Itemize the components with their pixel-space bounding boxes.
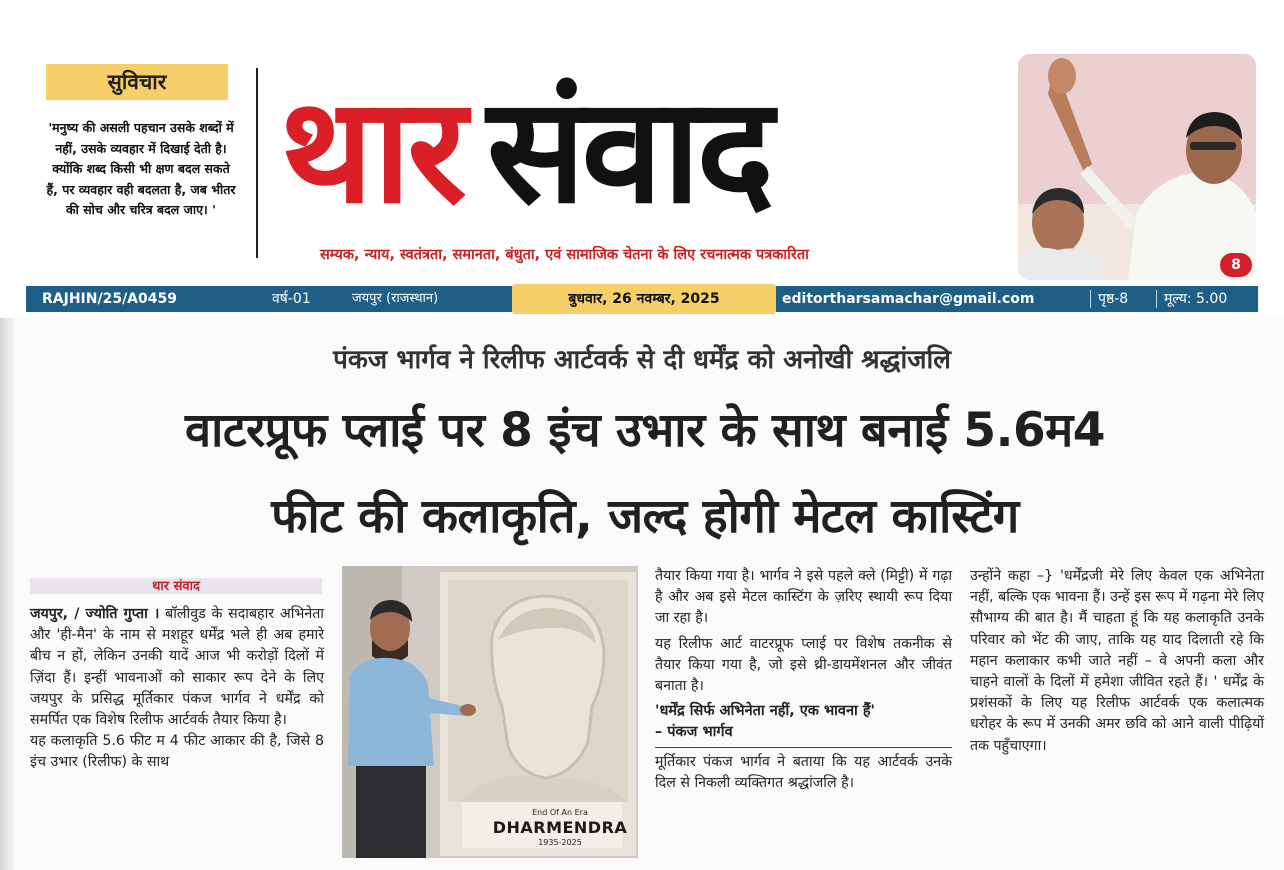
suvichar-text: 'मनुष्य की असली पहचान उसके शब्दों में नहीं, उसके व्यवहार में दिखाई देती है। क्योंकि शब्द किसी भी क्षण बदल सकते हैं, पर व्यवहार वही बदलता है, जब भीतर की सोच और चरित्र बदल जाए। ' <box>46 120 236 217</box>
article-paragraph <box>30 604 324 731</box>
article-column-1 <box>30 604 324 774</box>
artwork-caption-name: DHARMENDRA <box>492 818 628 837</box>
masthead-photo <box>1018 54 1256 280</box>
artwork-caption-years: 1935-2025 <box>538 838 582 847</box>
tagline: सम्यक, न्याय, स्वतंत्रता, समानता, बंधुता, एवं सामाजिक चेतना के लिए रचनात्मक पत्रकारिता <box>320 247 809 263</box>
page-count: पृष्ठ-8 <box>1098 291 1129 307</box>
editor-email: editortharsamachar@gmail.com <box>782 291 1035 307</box>
title-part-samvad: संवाद <box>486 66 771 236</box>
leaders-photo-illustration <box>1018 54 1256 280</box>
quote-heading: 'धर्मेंद्र सिर्फ अभिनेता नहीं, एक भावना हैं' <box>655 703 875 720</box>
artwork-photo <box>342 566 638 858</box>
article-column-2 <box>655 566 952 794</box>
title-part-thar: थार <box>280 66 463 236</box>
info-separator <box>1090 290 1091 308</box>
info-bar <box>26 286 1258 312</box>
page-fold-shadow <box>0 318 14 870</box>
masthead-divider <box>256 68 258 258</box>
article-paragraph: यह कलाकृति 5.6 फीट म 4 फीट आकार की है, जिसे 8 इंच उभार (रिलीफ) के साथ <box>30 733 324 771</box>
quote-attribution: – पंकज भार्गव <box>655 724 733 741</box>
publication-place: जयपुर (राजस्थान) <box>352 291 439 306</box>
dateline: जयपुर, / ज्योति गुप्ता । <box>30 606 160 622</box>
headline-line-2: फीट की कलाकृति, जल्द होगी मेटल कास्टिंग <box>271 489 1019 544</box>
story-kicker: पंकज भार्गव ने रिलीफ आर्टवर्क से दी धर्मेंद्र को अनोखी श्रद्धांजलि <box>333 345 951 375</box>
article-paragraph: मूर्तिकार पंकज भार्गव ने बताया कि यह आर्टवर्क उनके दिल से निकली व्यक्तिगत श्रद्धांजलि है। <box>655 753 952 791</box>
registration-number: RAJHIN/25/A0459 <box>42 291 177 307</box>
price: मूल्य: 5.00 <box>1164 291 1228 307</box>
artwork-caption-small: End Of An Era <box>532 808 588 817</box>
info-separator <box>1156 290 1157 308</box>
byline-brand: थार संवाद <box>152 579 200 594</box>
headline-line-1: वाटरप्रूफ प्लाई पर 8 इंच उभार के साथ बनाई 5.6म4 <box>185 403 1105 458</box>
publication-year: वर्ष-01 <box>272 291 311 307</box>
page-badge: 8 <box>1220 253 1252 277</box>
article-paragraph: उन्होंने कहा –} 'धर्मेंद्रजी मेरे लिए केवल एक अभिनेता नहीं, बल्कि एक भावना हैं। उन्हें इस रूप में गढ़ना मेरे लिए सौभाग्य की बात है। मैं चाहता हूं कि यह कलाकृति उनके परिवार को भेंट की जाए, ताकि यह याद दिलाती रहे कि महान कलाकार कभी जाते नहीं – वे अपनी कला और चाहने वालों के दिलों में हमेशा जीवित रहते हैं। ' धर्मेंद्र के प्रशंसकों के लिए यह रिलीफ आर्टवर्क एक कलात्मक धरोहर के रूप में उनकी अमर छवि को आने वाली पीढ़ियों तक पहुँचाएगा। <box>970 568 1264 754</box>
suvichar-box <box>46 64 228 100</box>
paragraph-text: बॉलीवुड के सदाबहार अभिनेता और 'ही-मैन' के नाम से मशहूर धर्मेंद्र भले ही अब हमारे बीच न हों, लेकिन उनकी यादें आज भी करोड़ों दिलों में ज़िंदा हैं। इन्हीं भावनाओं को साकार रूप देने के लिए जयपुर के प्रसिद्ध मूर्तिकार पंकज भार्गव ने धर्मेंद्र को समर्पित एक विशेष रिलीफ आर्टवर्क तैयार किया है। <box>30 606 324 729</box>
publication-date: बुधवार, 26 नवम्बर, 2025 <box>512 284 776 314</box>
article-column-3 <box>970 566 1264 757</box>
suvichar-title: सुविचार <box>107 70 167 94</box>
story-headline <box>20 388 1270 560</box>
article-paragraph: तैयार किया गया है। भार्गव ने इसे पहले क्ले (मिट्टी) में गढ़ा है और अब इसे मेटल कास्टिंग के ज़रिए स्थायी रूप दिया जा रहा है। <box>655 568 952 627</box>
article-paragraph: यह रिलीफ आर्ट वाटरप्रूफ प्लाई पर विशेष तकनीक से तैयार किया गया है, जो इसे थ्री-डायमेंशनल और जीवंत बनाता है। <box>655 635 952 695</box>
quote-rule <box>655 747 952 748</box>
newspaper-title <box>280 62 770 240</box>
